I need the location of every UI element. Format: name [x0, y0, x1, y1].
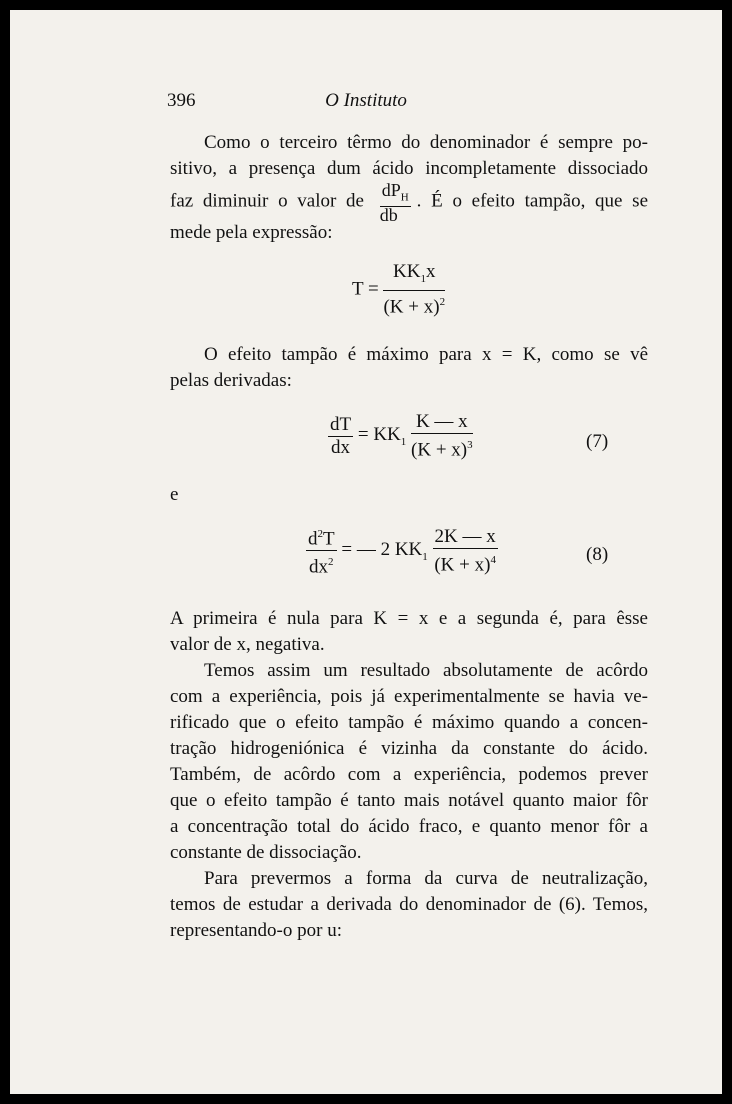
equation-7-lhs [328, 415, 353, 458]
page-header [10, 90, 722, 114]
eq7-rhs-num: K — x [411, 412, 473, 434]
equation-7-rhs [411, 412, 473, 460]
conjunction-e: e [170, 484, 179, 505]
numerator-text: dP [381, 180, 401, 200]
equation-8-lhs [306, 524, 337, 578]
equation-7-number: (7) [586, 431, 609, 452]
paragraph-4-line: constante de dissociação. [170, 842, 362, 863]
equation-8 [306, 524, 498, 578]
equation-t-denominator [383, 291, 445, 317]
eq7-rhs-den-sup: 3 [467, 439, 473, 451]
paragraph-2-line-1: O efeito tampão é máximo para x = K, como se vê [204, 344, 648, 365]
equation-t-lhs: T = [352, 278, 379, 300]
equation-7-middle [357, 424, 407, 449]
paragraph-4-line: rificado que o efeito tampão é máximo quando a concen- [170, 712, 648, 733]
eq8-mid-text: = — 2 KK [341, 538, 423, 560]
paragraph-4-line: com a experiência, pois já experimentalmente se havia ve- [170, 686, 648, 707]
t-num-tail: x [426, 261, 436, 282]
paragraph-5-line: Para prevermos a forma da curva de neutralização, [204, 868, 648, 889]
line-3-start: faz diminuir o valor de [170, 190, 364, 212]
paragraph-4 [170, 658, 648, 866]
equation-8-middle [341, 538, 428, 563]
eq8-lhs-num [306, 524, 337, 551]
eq8-lhs-den [306, 551, 337, 577]
eq7-lhs-den: dx [331, 436, 351, 458]
fraction-numerator [380, 182, 411, 207]
equation-t-numerator [383, 262, 445, 291]
paragraph-5-line: temos de estudar a derivada do denominador de (6). Temos, [170, 894, 648, 915]
eq7-mid-sub: 1 [400, 436, 407, 449]
eq8-lhs-den-text: dx [309, 556, 329, 578]
eq7-mid-text: = KK [357, 424, 401, 446]
eq8-lhs-num-d: d [308, 528, 318, 550]
equation-8-number: (8) [586, 544, 609, 565]
equation-8-rhs [433, 527, 498, 575]
line-3-end: . É o efeito tampão, que se [416, 190, 649, 212]
paragraph-3 [170, 606, 648, 658]
paragraph-4-line: a concentração total do ácido fraco, e quanto menor fôr a [170, 816, 648, 837]
t-num-text: KK [393, 261, 421, 282]
running-title: O Instituto [325, 90, 407, 111]
t-den-sup: 2 [439, 295, 446, 308]
paragraph-4-line: Temos assim um resultado absolutamente de acôrdo [204, 660, 648, 681]
equation-7 [328, 412, 473, 460]
eq8-rhs-num: 2K — x [434, 525, 496, 547]
paragraph-4-line: Também, de acôrdo com a experiência, podemos prever [170, 764, 648, 785]
paragraph-5-line: representando-o por u: [170, 920, 342, 941]
page-number: 396 [167, 90, 196, 111]
eq8-rhs-den-text: (K + x) [434, 553, 491, 575]
paragraph-1-line-2: sitivo, a presença dum ácido incompletamente dissociado [170, 158, 648, 179]
t-num-sub: 1 [420, 272, 426, 285]
eq7-rhs-den-text: (K + x) [411, 439, 468, 461]
eq8-lhs-den-sup: 2 [328, 556, 334, 569]
dph-db-fraction [380, 182, 411, 223]
book-page [10, 10, 722, 1094]
paragraph-1 [170, 130, 648, 246]
eq8-rhs-den [433, 549, 498, 575]
eq8-rhs-den-sup: 4 [490, 553, 496, 566]
numerator-subscript: H [400, 191, 409, 204]
equation-t [352, 262, 445, 317]
eq8-lhs-num-sup: 2 [317, 528, 323, 540]
t-den-text: (K + x) [383, 296, 440, 318]
paragraph-1-line-4: mede pela expressão: [170, 222, 333, 243]
paragraph-2-line-2: pelas derivadas: [170, 370, 292, 391]
paragraph-3-line-1: A primeira é nula para K = x e a segunda é, para êsse [170, 608, 648, 629]
paragraph-3-line-2: valor de x, negativa. [170, 634, 325, 655]
paragraph-4-line: que o efeito tampão é tanto mais notável quanto maior fôr [170, 790, 648, 811]
paragraph-1-line-3 [170, 180, 649, 225]
paragraph-5 [170, 866, 648, 944]
eq8-lhs-num-tail: T [323, 528, 335, 550]
eq8-mid-sub: 1 [422, 550, 428, 563]
equation-t-fraction [383, 262, 445, 317]
eq7-rhs-den [411, 434, 473, 460]
paragraph-1-line-1: Como o terceiro têrmo do denominador é sempre po- [204, 132, 648, 153]
paragraph-4-line: tração hidrogeniónica é vizinha da constante do ácido. [170, 738, 648, 759]
eq7-lhs-num: dT [330, 413, 352, 435]
paragraph-2 [170, 342, 648, 394]
fraction-denominator: db [379, 204, 398, 225]
